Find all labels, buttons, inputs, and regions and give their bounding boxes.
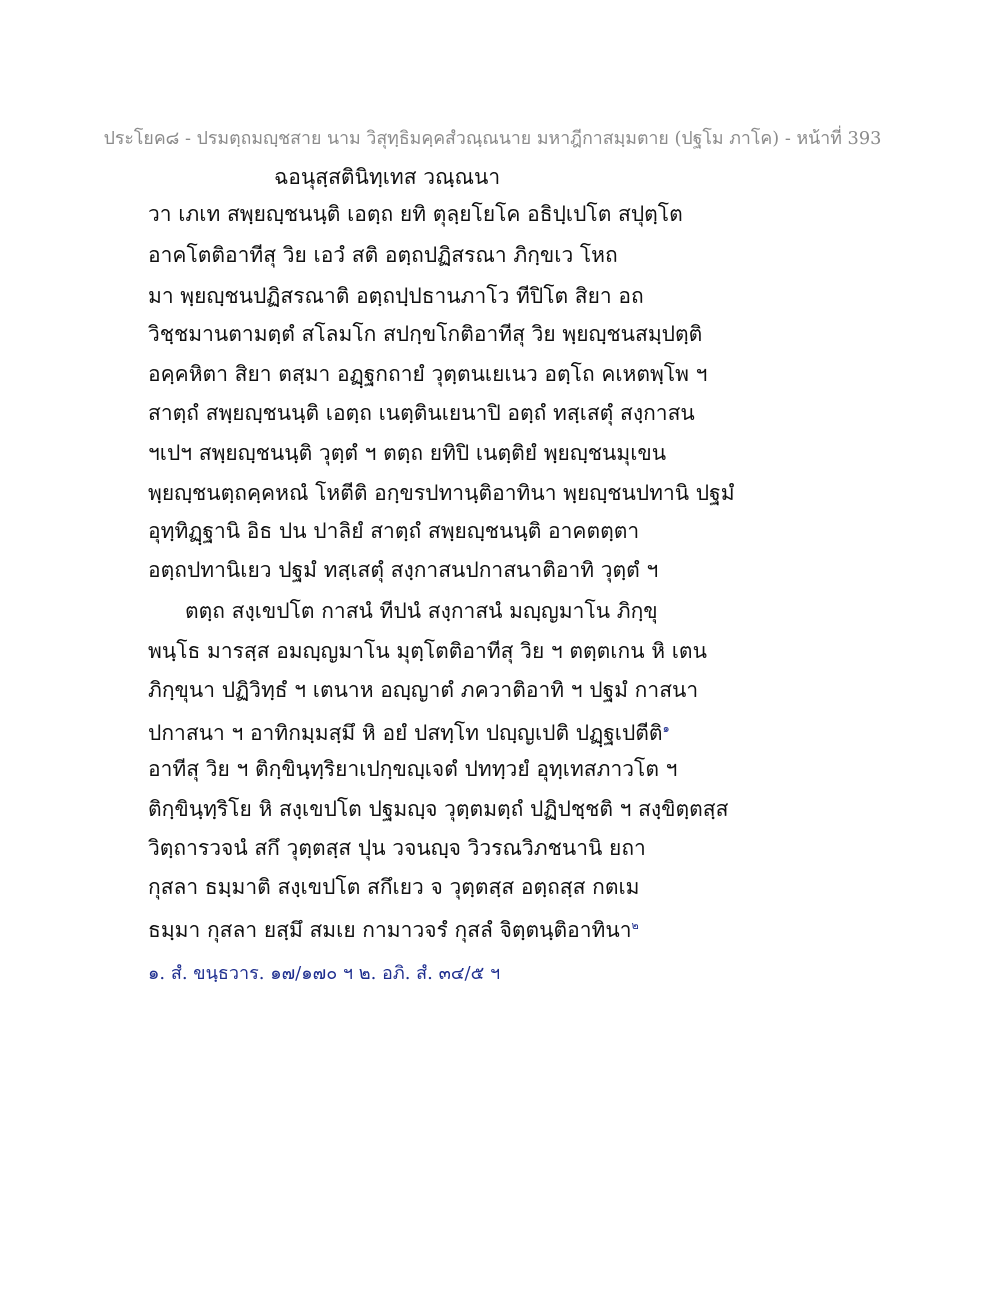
body-line: อคฺคหิตา สิยา ตสฺมา อฏฺฐกถายํ วุตฺตนเยเนว อตฺโถ คเหตพฺโพ ฯ <box>148 362 708 386</box>
body-line: สาตฺถํ สพฺยญฺชนนฺติ เอตฺถ เนตฺตินเยนาปิ อตฺถํ ทสฺเสตุํ สงฺกาสน <box>148 401 695 425</box>
body-line-text: ธมฺมา กุสลา ยสฺมึ สมเย กามาวจรํ กุสลํ จิตฺตนฺติอาทินา <box>148 918 632 942</box>
footnote-mark: ๑ <box>662 722 670 735</box>
body-line: วา เภเท สพฺยญฺชนนฺติ เอตฺถ ยทิ ตุลฺยโยโค อธิปฺเปโต สปุตฺโต <box>148 202 683 226</box>
body-line: มา พฺยญฺชนปฏิสรณาติ อตฺถปฺปธานภาโว ทีปิโต สิยา อถ <box>148 284 644 308</box>
body-line-text: ปกาสนา ฯ อาทิกมฺมสฺมึ หิ อยํ ปสทฺโท ปญฺญเปติ ปฏฺฐเปตีติ <box>148 721 663 745</box>
body-line: วิชฺชมานตามตฺตํ สโลมโก สปกฺขโกติอาทีสุ วิย พฺยญฺชนสมฺปตฺติ <box>148 322 703 346</box>
body-line: อุทฺทิฏฺฐานิ อิธ ปน ปาลิยํ สาตฺถํ สพฺยญฺชนนฺติ อาคตตฺตา <box>148 519 640 543</box>
body-line <box>148 913 639 943</box>
body-line: อตฺถปทานิเยว ปฐมํ ทสฺเสตุํ สงฺกาสนปกาสนาติอาทิ วุตฺตํ ฯ <box>148 558 659 582</box>
footnote: ๑. สํ. ขนฺธวาร. ๑๗/๑๗๐ ฯ ๒. อภิ. สํ. ๓๔/๕ ฯ <box>148 963 501 984</box>
body-line: อาทีสุ วิย ฯ ติกฺขินฺทฺริยาเปกฺขญฺเจตํ ปททฺวยํ อุทฺเทสภาวโต ฯ <box>148 757 678 781</box>
page-header: ประโยค๘ - ปรมตฺถมญฺชสาย นาม วิสุทฺธิมคฺคสํวณฺณนาย มหาฎีกาสมฺมตาย (ปฐโม ภาโค) - หน้าที่ 393 <box>103 128 882 149</box>
body-line: พนฺโธ มารสฺส อมญฺญมาโน มุตฺโตติอาทีสุ วิย ฯ ตตฺตเกน หิ เตน <box>148 639 707 663</box>
footnote-mark: ๒ <box>631 919 639 932</box>
body-line <box>148 716 670 746</box>
body-line: ติกฺขินฺทฺริโย หิ สงฺเขปโต ปฐมญฺจ วุตฺตมตฺถํ ปฏิปชฺชติ ฯ สงฺขิตฺตสฺส <box>148 797 729 821</box>
body-line: พฺยญฺชนตฺถคฺคหณํ โหตีติ อกฺขรปทานฺติอาทินา พฺยญฺชนปทานิ ปฐมํ <box>148 481 735 505</box>
body-line: อาคโตติอาทีสุ วิย เอวํ สติ อตฺถปฏิสรณา ภิกฺขเว โหถ <box>148 243 618 267</box>
body-line: กุสลา ธมฺมาติ สงฺเขปโต สกึเยว จ วุตฺตสฺส อตฺถสฺส กตเม <box>148 875 640 899</box>
body-line: ภิกฺขุนา ปฏิวิทฺธํ ฯ เตนาห อญฺญาตํ ภควาติอาทิ ฯ ปฐมํ กาสนา <box>148 678 699 702</box>
body-line: ฯเปฯ สพฺยญฺชนนฺติ วุตฺตํ ฯ ตตฺถ ยทิปิ เนตฺติยํ พฺยญฺชนมุเขน <box>148 441 667 465</box>
body-line: ตตฺถ สงฺเขปโต กาสนํ ทีปนํ สงฺกาสนํ มญฺญมาโน ภิกฺขุ <box>185 599 658 623</box>
body-line: วิตฺถารวจนํ สกึ วุตฺตสฺส ปุน วจนญฺจ วิวรณวิภชนานิ ยถา <box>148 836 646 860</box>
section-title: ฉอนุสฺสตินิทฺเทส วณฺณนา <box>274 165 501 189</box>
